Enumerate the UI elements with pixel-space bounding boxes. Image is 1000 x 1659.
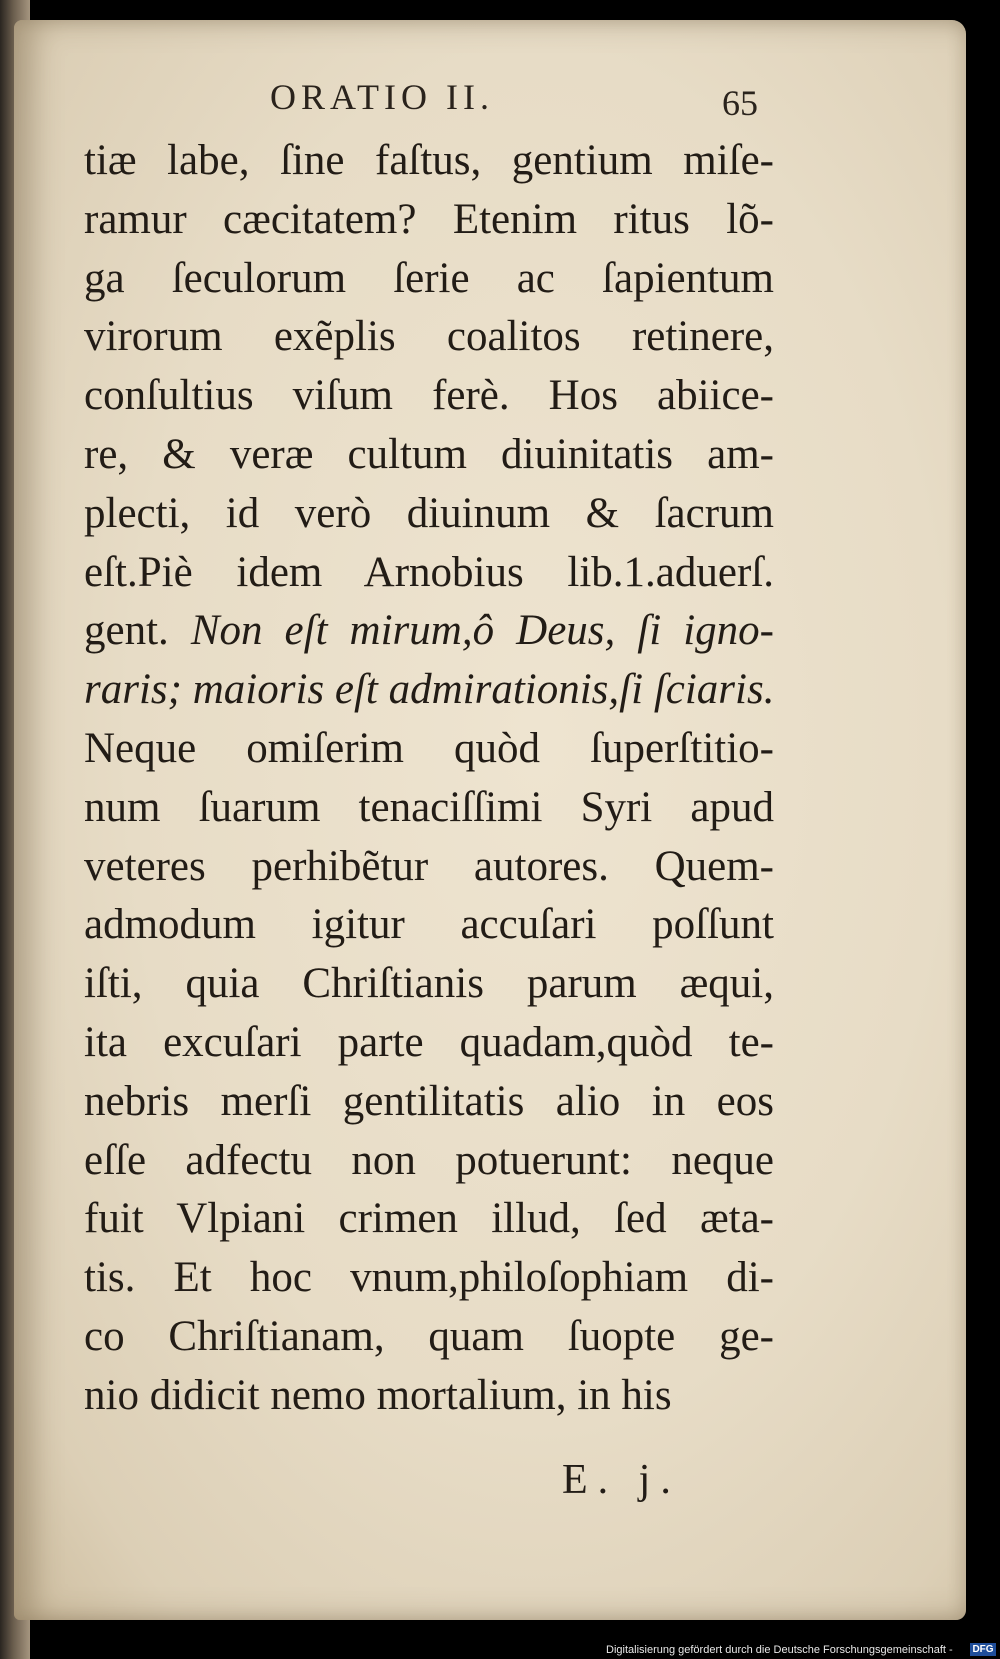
- text-roman: gent.: [84, 607, 191, 655]
- page-header: [14, 76, 966, 124]
- text-line: eſſe adfectu non potuerunt: neque: [84, 1136, 774, 1184]
- body-text: [84, 132, 774, 1426]
- quotation-italic: Non eſt mirum,ô Deus, ſi igno-: [190, 607, 774, 655]
- running-head: ORATIO II.: [270, 77, 494, 117]
- book-page: [14, 20, 966, 1620]
- text-line: re, & veræ cultum diuinitatis am-: [84, 430, 774, 478]
- digitization-credit: Digitalisierung gefördert durch die Deutsche Forschungsgemeinschaft -: [606, 1644, 953, 1656]
- text-line: virorum exẽplis coalitos retinere,: [84, 313, 774, 361]
- text-line-mixed: [84, 602, 774, 661]
- text-line: tiæ labe, ſine faſtus, gentium miſe-: [84, 137, 774, 184]
- text-line: co Chriſtianam, quam ſuopte ge-: [84, 1312, 774, 1360]
- text-line: num ſuarum tenaciſſimi Syri apud: [84, 783, 774, 831]
- text-line: nebris merſi gentilitatis alio in eos: [84, 1077, 774, 1125]
- text-line: iſti, quia Chriſtianis parum æqui,: [84, 960, 774, 1008]
- text-line: tis. Et hoc vnum,philoſophiam di-: [84, 1254, 774, 1302]
- text-line: fuit Vlpiani crimen illud, ſed æta-: [84, 1195, 774, 1243]
- text-line: ga ſeculorum ſerie ac ſapientum: [84, 254, 774, 302]
- text-line: veteres perhibẽtur autores. Quem-: [84, 842, 774, 890]
- text-line: nio didicit nemo mortalium, in his: [84, 1371, 672, 1419]
- signature-mark: E. j.: [562, 1457, 681, 1503]
- text-line: plecti, id verò diuinum & ſacrum: [84, 489, 774, 537]
- quotation-italic: raris; maioris eſt admirationis,ſi ſciaris.: [84, 666, 775, 714]
- text-line: eſt.Piè idem Arnobius lib.1.aduerſ.: [84, 548, 774, 596]
- page-number: 65: [722, 83, 758, 123]
- text-line: admodum igitur accuſari poſſunt: [84, 901, 774, 949]
- dfg-logo-icon: DFG: [970, 1643, 996, 1656]
- text-line: conſultius viſum ferè. Hos abiice-: [84, 372, 774, 420]
- text-line: ramur cæcitatem? Etenim ritus lõ-: [84, 195, 774, 243]
- text-line: Neque omiſerim quòd ſuperſtitio-: [84, 724, 774, 772]
- text-line: ita excuſari parte quadam,quòd te-: [84, 1018, 774, 1066]
